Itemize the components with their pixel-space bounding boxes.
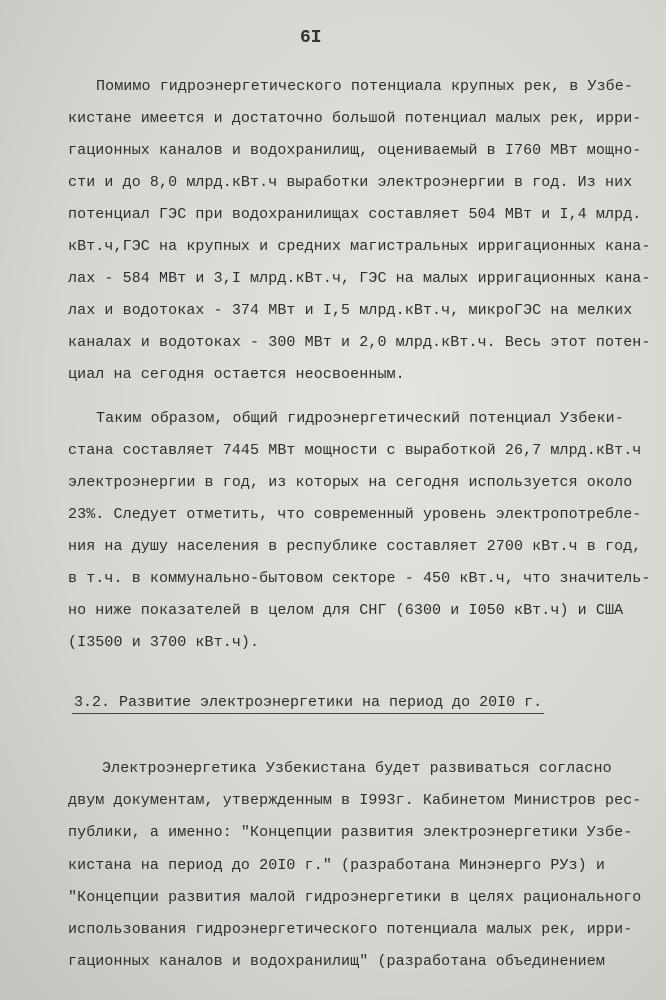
text-line: сти и до 8,0 млрд.кВт.ч выработки электроэнергии в год. Из них [68, 174, 633, 191]
text-line: лах и водотоках - 374 МВт и I,5 млрд.кВт.ч, микроГЭС на мелких [68, 302, 633, 319]
text-line: потенциал ГЭС при водохранилищах составляет 504 МВт и I,4 млрд. [68, 206, 642, 223]
text-line: гационных каналов и водохранилищ, оцениваемый в I760 МВт мощно- [68, 142, 642, 159]
text-line: гационных каналов и водохранилищ" (разработана объединением [68, 953, 605, 971]
text-line: использования гидроэнергетического потенциала малых рек, ирри- [68, 921, 633, 938]
text-line: Таким образом, общий гидроэнергетический потенциал Узбеки- [96, 410, 624, 427]
text-line: но ниже показателей в целом для СНГ (6300 и I050 кВт.ч) и США [68, 602, 624, 619]
text-line: кВт.ч,ГЭС на крупных и средних магистральных ирригационных кана- [68, 238, 651, 255]
section-heading: 3.2. Развитие электроэнергетики на период до 20I0 г. [72, 694, 544, 714]
text-line: двум документам, утвержденным в I993г. Кабинетом Министров рес- [68, 792, 642, 810]
text-line: лах - 584 МВт и 3,I млрд.кВт.ч, ГЭС на малых ирригационных кана- [68, 270, 651, 287]
text-line: 23%. Следует отметить, что современный уровень электропотребле- [68, 506, 642, 523]
text-line: в т.ч. в коммунально-бытовом секторе - 450 кВт.ч, что значитель- [68, 570, 651, 587]
page-number: 6I [300, 28, 322, 48]
text-line: стана составляет 7445 МВт мощности с выработкой 26,7 млрд.кВт.ч [68, 442, 642, 459]
text-line: (I3500 и 3700 кВт.ч). [68, 634, 260, 651]
text-line: Помимо гидроэнергетического потенциала крупных рек, в Узбе- [96, 78, 633, 95]
text-line: каналах и водотоках - 300 МВт и 2,0 млрд.кВт.ч. Весь этот потен- [68, 334, 651, 351]
text-line: Электроэнергетика Узбекистана будет развиваться согласно [102, 760, 612, 777]
text-line: кистане имеется и достаточно большой потенциал малых рек, ирри- [68, 110, 642, 127]
text-line: кистана на период до 20I0 г." (разработана Минэнерго РУз) и [68, 856, 605, 874]
text-line: "Концепции развития малой гидроэнергетики в целях рационального [68, 888, 642, 906]
text-line: циал на сегодня остается неосвоенным. [68, 366, 405, 383]
text-line: электроэнергии в год, из которых на сегодня используется около [68, 474, 633, 491]
text-line: публики, а именно: "Концепции развития электроэнергетики Узбе- [68, 824, 633, 842]
text-line: ния на душу населения в республике составляет 2700 кВт.ч в год, [68, 538, 642, 555]
